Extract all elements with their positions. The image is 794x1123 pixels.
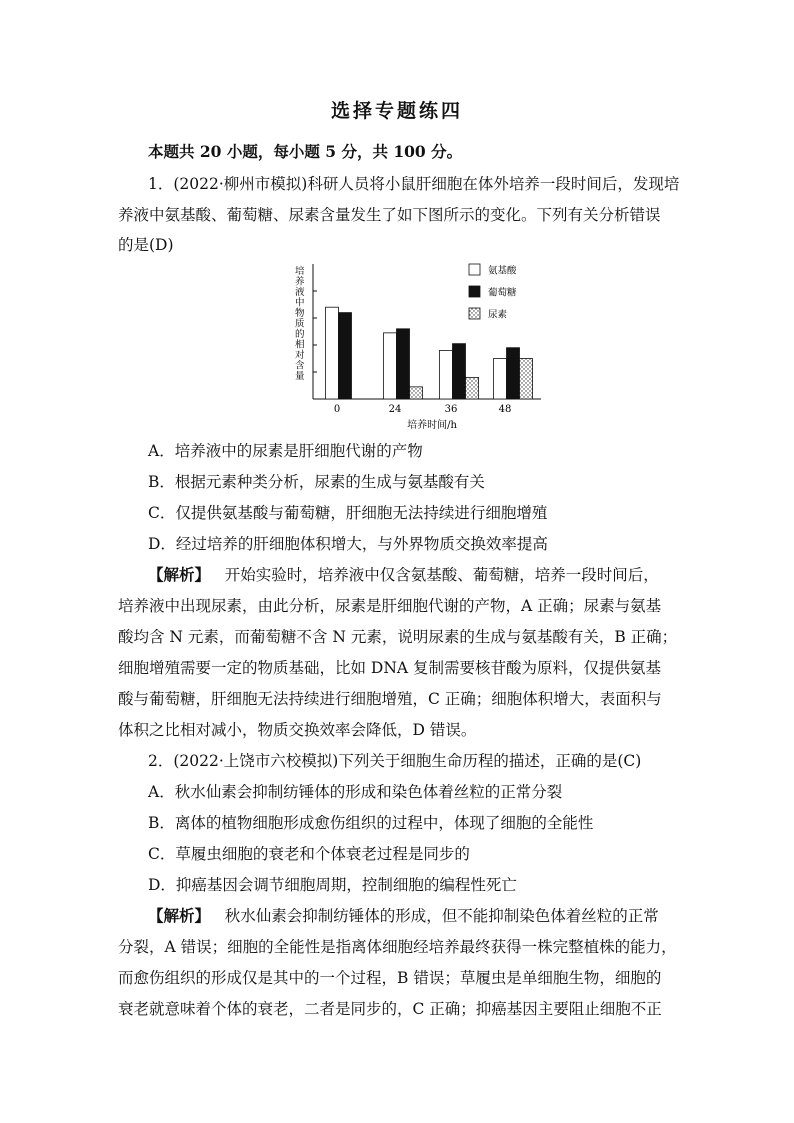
bar-葡萄糖-0	[339, 313, 352, 399]
intro-text: 本题共 20 小题，每小题 5 分，共 100 分。	[148, 142, 463, 161]
q1-analysis-line-6: 体积之比相对减小，物质交换效率会降低，D 错误。	[118, 721, 477, 739]
q2-analysis-first: 秋水仙素会抑制纺锤体的形成，但不能抑制染色体着丝粒的正常	[224, 907, 659, 925]
legend-label: 尿素	[488, 309, 508, 321]
bar-氨基酸-24	[384, 333, 397, 399]
q1-stem-line-1: 1．(2022·柳州市模拟)科研人员将小鼠肝细胞在体外培养一段时间后，发现培	[148, 175, 680, 193]
q1-stem-line-2: 养液中氨基酸、葡萄糖、尿素含量发生了如下图所示的变化。下列有关分析错误	[118, 206, 661, 224]
x-axis-label: 培养时间/h	[407, 420, 457, 431]
q2-analysis-label: 【解析】	[148, 906, 211, 925]
bar-氨基酸-48	[494, 359, 507, 400]
x-tick-label: 0	[333, 404, 341, 415]
x-tick-label: 36	[444, 404, 458, 415]
legend-label: 葡萄糖	[488, 287, 517, 299]
q1-stem-line-3: 的是(D)	[118, 236, 174, 254]
q1-analysis-label: 【解析】	[148, 565, 211, 584]
bar-尿素-24	[410, 387, 423, 399]
q1-analysis-line-3: 酸均含 N 元素，而葡萄糖不含 N 元素，说明尿素的生成与氨基酸有关，B 正确；	[118, 628, 678, 646]
q2-option-d: D．抑癌基因会调节细胞周期，控制细胞的编程性死亡	[148, 876, 517, 894]
q1-analysis-line-2: 培养液中出现尿素，由此分析，尿素是肝细胞代谢的产物，A 正确；尿素与氨基	[118, 597, 662, 615]
legend-swatch	[469, 264, 480, 275]
q1-analysis-line-5: 酸与葡萄糖，肝细胞无法持续进行细胞增殖，C 正确；细胞体积增大，表面积与	[118, 690, 662, 708]
q2-option-b: B．离体的植物细胞形成愈伤组织的过程中，体现了细胞的全能性	[148, 814, 594, 832]
q1-analysis-line-1	[148, 564, 718, 586]
bar-尿素-36	[466, 377, 479, 399]
y-axis-label: 培养液中物质的相对含量	[295, 266, 305, 382]
legend-swatch	[469, 286, 480, 297]
q2-analysis-line-3: 而愈伤组织的形成仅是其中的一个过程，B 错误；草履虫是单细胞生物，细胞的	[118, 969, 662, 987]
q1-analysis-first: 开始实验时，培养液中仅含氨基酸、葡萄糖，培养一段时间后，	[224, 566, 659, 584]
bar-葡萄糖-24	[397, 329, 410, 399]
x-tick-label: 48	[498, 404, 512, 415]
q2-option-a: A．秋水仙素会抑制纺锤体的形成和染色体着丝粒的正常分裂	[148, 783, 563, 801]
bar-氨基酸-0	[326, 307, 339, 399]
x-tick-label: 24	[388, 404, 402, 415]
legend-label: 氨基酸	[488, 265, 517, 277]
bar-葡萄糖-36	[453, 344, 466, 399]
q2-stem: 2．(2022·上饶市六校模拟)下列关于细胞生命历程的描述，正确的是(C)	[148, 752, 642, 770]
bar-葡萄糖-48	[507, 348, 520, 399]
bar-氨基酸-36	[440, 350, 453, 399]
q1-option-a: A．培养液中的尿素是肝细胞代谢的产物	[148, 442, 423, 460]
q1-analysis-line-4: 细胞增殖需要一定的物质基础，比如 DNA 复制需要核苷酸为原料，仅提供氨基	[118, 659, 662, 677]
q1-option-c: C．仅提供氨基酸与葡萄糖，肝细胞无法持续进行细胞增殖	[148, 504, 548, 522]
bar-尿素-48	[520, 359, 533, 400]
q1-option-d: D．经过培养的肝细胞体积增大，与外界物质交换效率提高	[148, 535, 548, 553]
q2-analysis-line-2: 分裂，A 错误；细胞的全能性是指离体细胞经培养最终获得一株完整植株的能力，	[118, 938, 677, 956]
q2-analysis-line-1	[148, 905, 718, 927]
q2-option-c: C．草履虫细胞的衰老和个体衰老过程是同步的	[148, 845, 470, 863]
q1-option-b: B．根据元素种类分析，尿素的生成与氨基酸有关	[148, 473, 485, 491]
legend-swatch	[469, 308, 480, 319]
page-title: 选择专题练四	[330, 100, 463, 122]
q2-analysis-line-4: 衰老就意味着个体的衰老，二者是同步的，C 正确；抑癌基因主要阻止细胞不正	[118, 1000, 662, 1018]
bar-chart	[285, 262, 545, 432]
